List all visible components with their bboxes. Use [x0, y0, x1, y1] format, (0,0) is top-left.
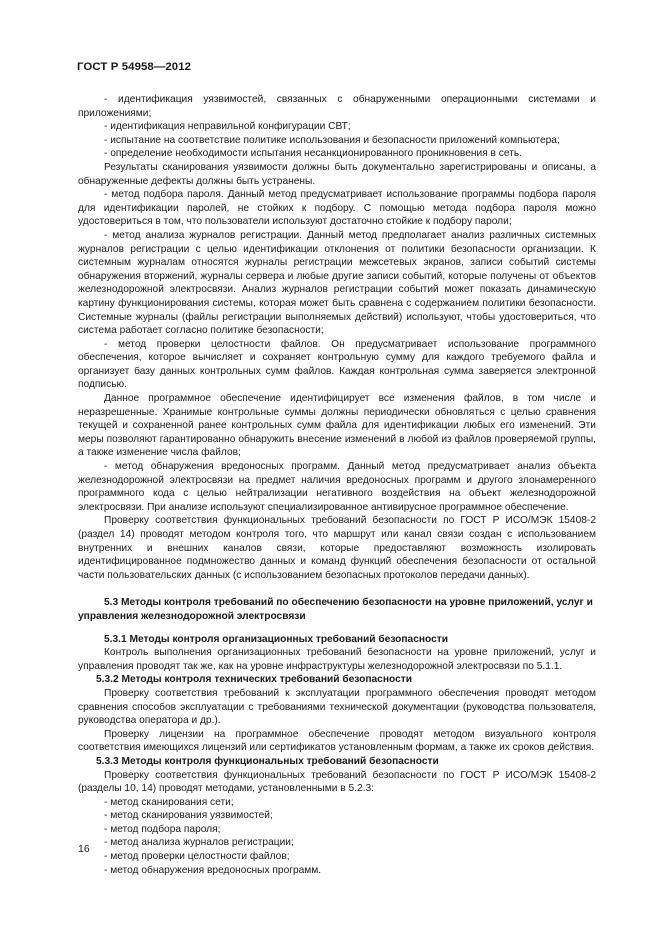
subsection-heading: 5.3.1 Методы контроля организационных требований безопасности: [104, 633, 449, 645]
list-item: - метод подбора пароля;: [104, 823, 221, 835]
paragraph: Проверку лицензии на программное обеспечение проводят методом визуального контроля соответствия имеющихся лицензий или сертификатов установленным формам, а также их сроков действия.: [78, 728, 596, 754]
document-body: [78, 93, 596, 877]
list-item: - метод анализа журналов регистрации. Данный метод предполагает анализ различных системных журналов регистрации с целью идентификации отклонения от политики безопасности организации. К системным журналам относятся журналы регистрации межсетевых экранов, записи событий системы обнаружения вторжений, журналы сервера и любые другие записи событий, которые получены от объектов железнодорожной электросвязи. Анализ журналов регистрации событий может показать динамическую картину функционирования системы, которая может быть сравнена с содержанием политики безопасности. Системные журналы (файлы регистрации выполняемых действий) используют, чтобы удостовериться, что система работает согласно политике безопасности;: [78, 229, 596, 337]
list-item: - метод сканирования сети;: [104, 796, 234, 808]
list-item: - метод подбора пароля. Данный метод предусматривает использование программы подбора пароля для идентификации паролей, не стойких к подбору. С помощью метода подбора пароля можно удостовериться в том, что пользователи используют достаточно стойкие к подбору пароли;: [78, 189, 596, 228]
list-item: - метод анализа журналов регистрации;: [104, 837, 294, 849]
list-item: - идентификация уязвимостей, связанных с обнаруженными операционными системами и приложениями;: [78, 94, 596, 119]
page-header: ГОСТ Р 54958—2012: [77, 61, 192, 73]
paragraph: Контроль выполнения организационных требований безопасности на уровне приложений, услуг и управления проводят так же, как на уровне инфраструктуры железнодорожной электросвязи по 5.1.1.: [78, 647, 596, 672]
list-item: - испытание на соответствие политике использования и безопасности приложений компьютера;: [104, 134, 560, 146]
paragraph: Проверку соответствия функциональных требований безопасности по ГОСТ Р ИСО/МЭК 15408-2 (раздел 14) проводят методом контроля того, что маршрут или канал связи создан с использованием внутренних и внешних каналов связи, которые предоставляют возможность изолировать идентифицированное подмножество данных и команд функций обеспечения безопасности от остальной части пользовательских данных (с использованием безопасных протоколов передачи данных).: [78, 515, 596, 581]
list-item: - определение необходимости испытания несанкционированного проникновения в сеть.: [104, 148, 523, 160]
subsection-heading: 5.3.2 Методы контроля технических требований безопасности: [96, 674, 412, 686]
section-heading: 5.3 Методы контроля требований по обеспечению безопасности на уровне приложений, услуг и управления железнодорожной электросвязи: [78, 597, 593, 622]
subsection-heading: 5.3.3 Методы контроля функциональных требований безопасности: [96, 755, 439, 767]
paragraph: Данное программное обеспечение идентифицирует все изменения файлов, в том числе и неразрешенные. Хранимые контрольные суммы должны периодически обновляться с целью сравнения текущей и сохраненной ранее контрольных сумм файла для идентификации любых его изменений. Эти меры позволяют гарантированно обнаружить внесение изменений в любой из файлов проверяемой группы, а также изменение числа файлов;: [78, 393, 596, 459]
paragraph: Проверку соответствия требований к эксплуатации программного обеспечения проводят методом сравнения способов эксплуатации с требованиями технической документации (руководства пользователя, руководства оператора и др.).: [78, 687, 596, 727]
paragraph: Проверку соответствия функциональных требований безопасности по ГОСТ Р ИСО/МЭК 15408-2 (разделы 10, 14) проводят методами, установленными в 5.2.3:: [78, 769, 596, 795]
paragraph: Результаты сканирования уязвимости должны быть документально зарегистрированы и описаны, а обнаруженные дефекты должны быть устранены.: [78, 161, 596, 187]
list-item: - метод сканирования уязвимостей;: [104, 810, 273, 822]
list-item: - идентификация неправильной конфигурации СВТ;: [104, 121, 351, 133]
page-number: 16: [78, 843, 90, 855]
list-item: - метод обнаружения вредоносных программ.: [104, 864, 322, 876]
list-item: - метод обнаружения вредоносных программ. Данный метод предусматривает анализ объекта железнодорожной электросвязи на предмет наличия вредоносных программ и другого злонамеренного программного кода с целью нейтрализации негативного воздействия на объект железнодорожной электросвязи. При анализе используют специализированное антивирусное программное обеспечение.: [78, 461, 596, 513]
list-item: - метод проверки целостности файлов;: [104, 851, 290, 863]
list-item: - метод проверки целостности файлов. Он предусматривает использование программного обеспечения, которое вычисляет и сохраняет контрольную сумму для каждого требуемого файла и организует базу данных контрольных сумм файлов. Каждая контрольная сумма заверяется электронной подписью.: [78, 338, 596, 391]
